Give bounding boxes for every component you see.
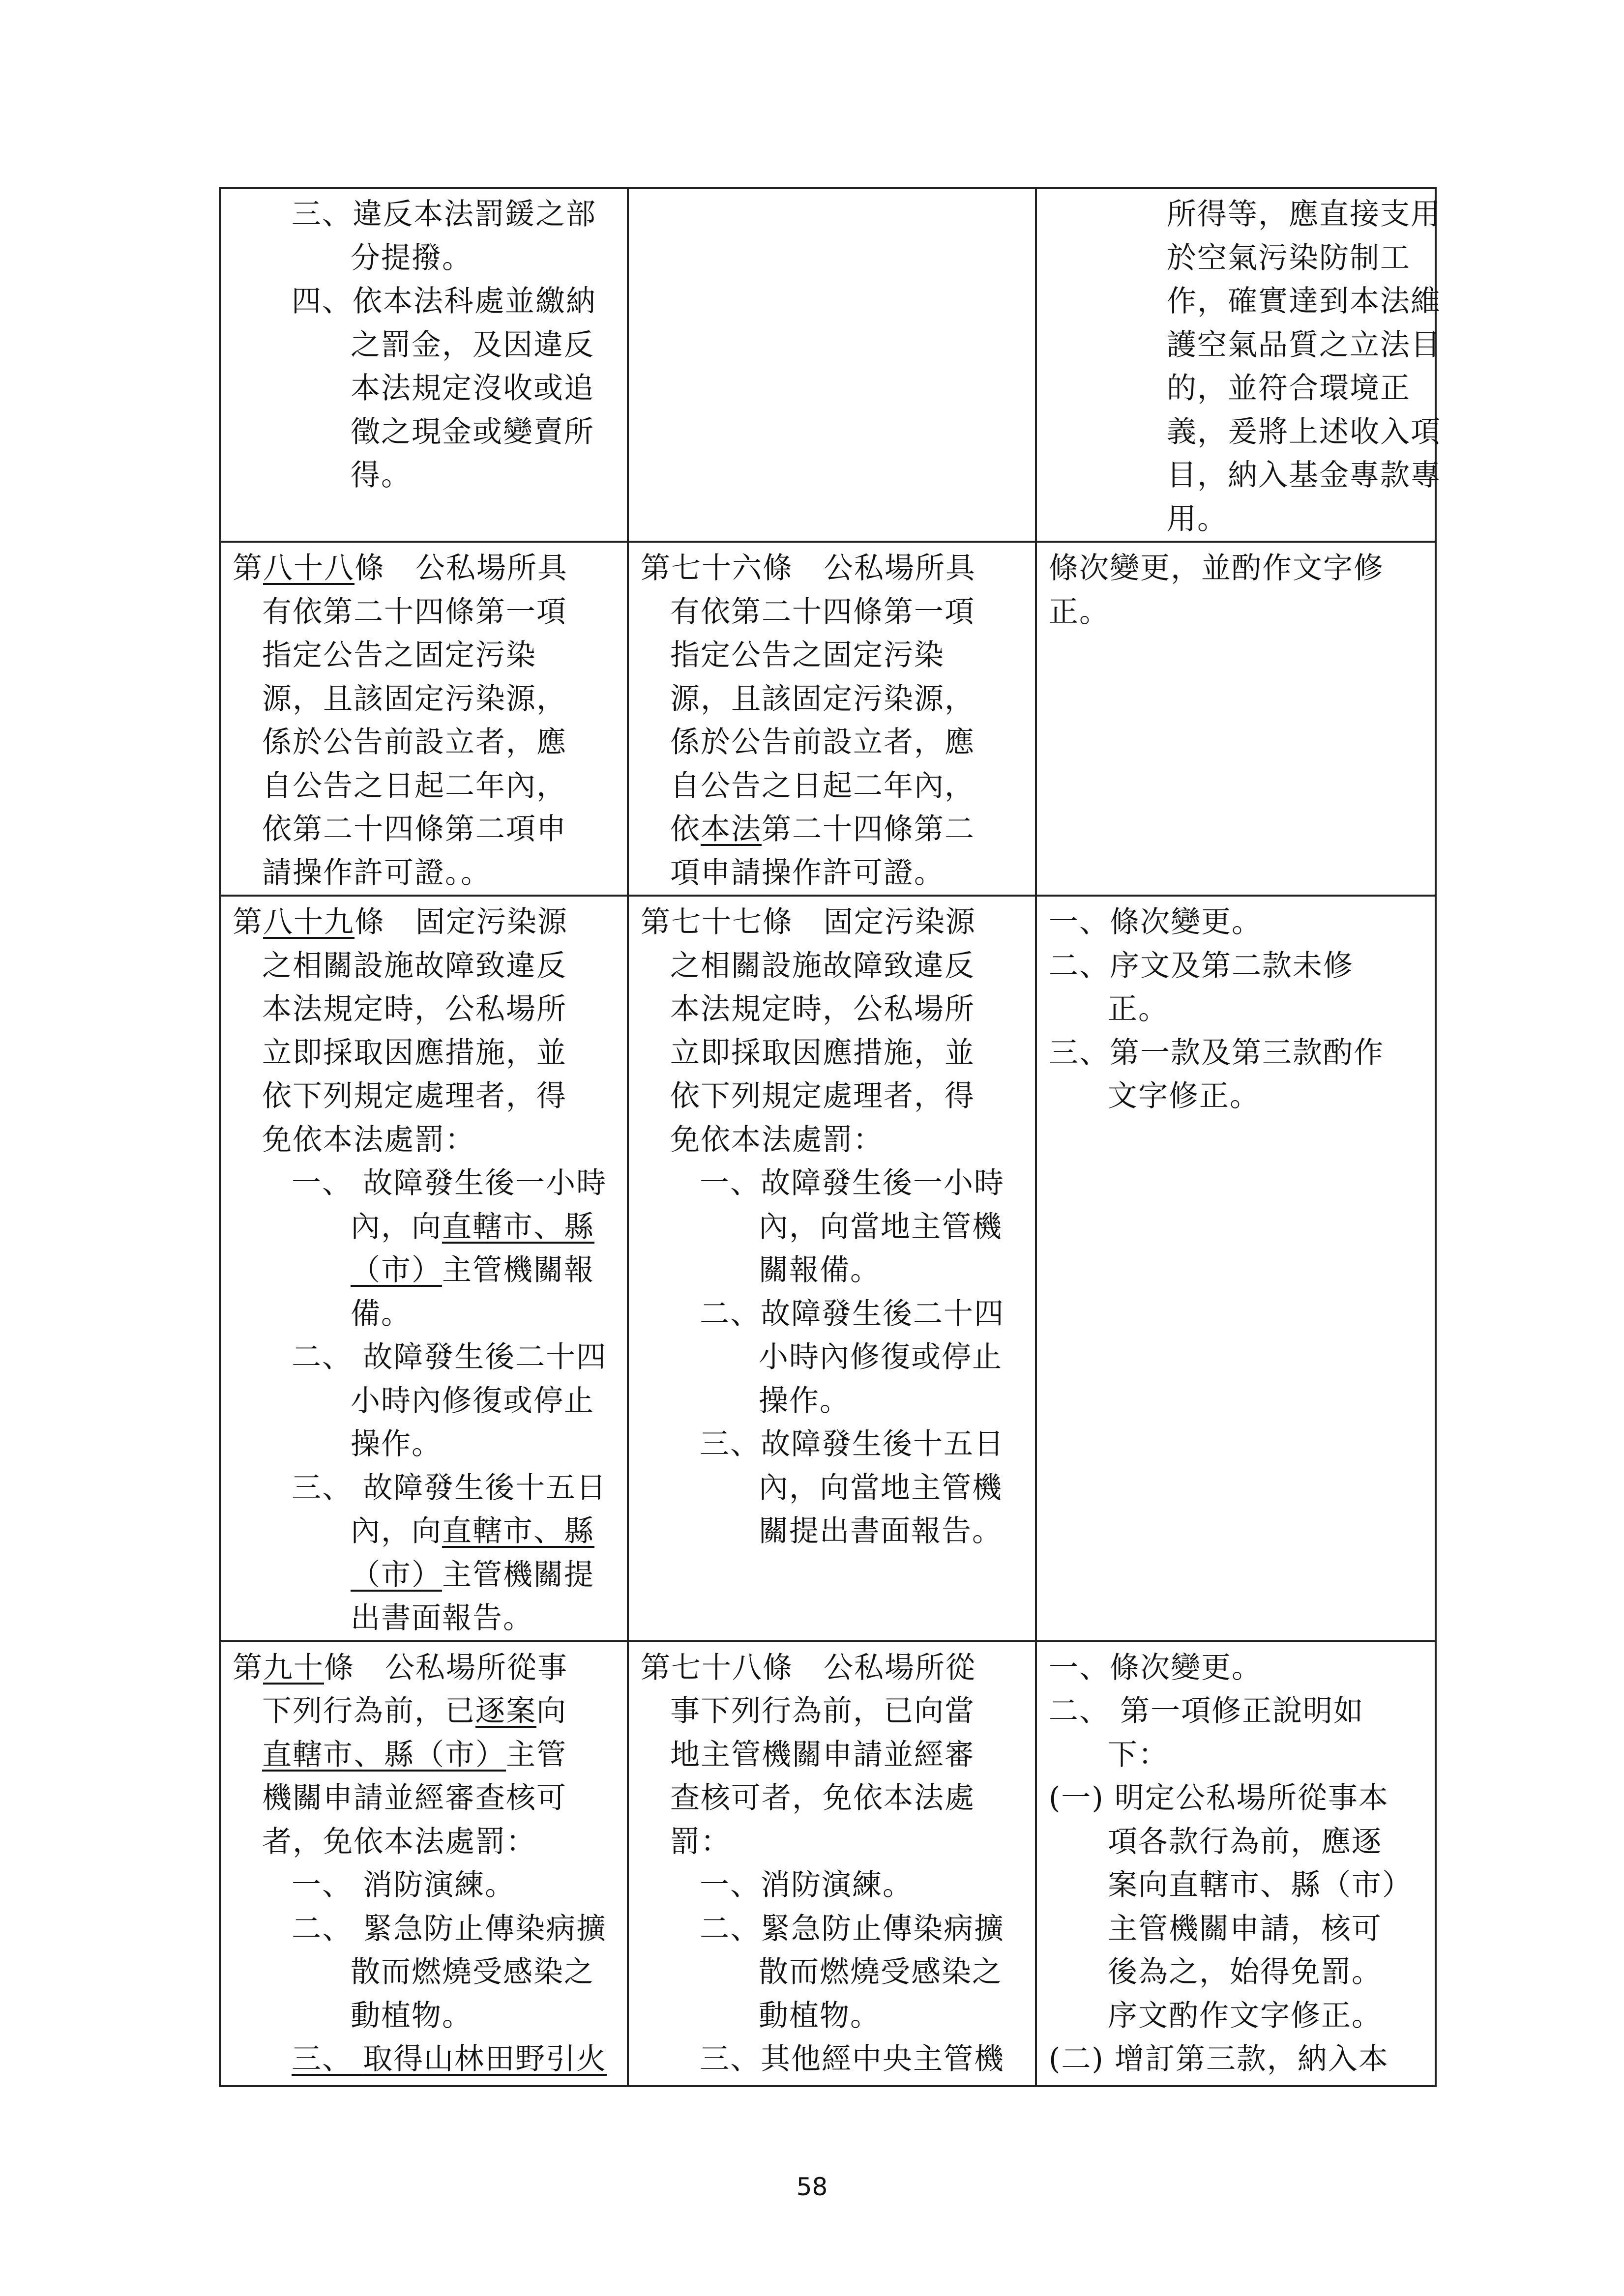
text-segment: 小時內修復或停止 [759,1340,1003,1374]
text-line [233,851,615,895]
text-segment: 立即採取因應措施，並 [262,1035,567,1070]
text-segment: 向 [536,1694,567,1728]
text-segment: 依下列規定處理者，得 [670,1079,975,1113]
text-line [233,280,615,323]
text-segment: 下： [1108,1737,1169,1772]
text-segment: 機關申請並經審查核可 [262,1781,567,1815]
cell-explanation [1036,896,1436,1641]
underlined-text: （市） [351,1253,442,1287]
text-line [641,590,1023,634]
cell-explanation [1036,188,1441,542]
cell-explanation [1036,542,1436,896]
text-segment: 的，並符合環境正 [1167,371,1411,406]
cell-amended-text [220,542,628,896]
text-segment: 二、 緊急防止傳染病擴 [292,1911,607,1946]
text-line [233,1075,615,1118]
text-line [233,1510,615,1553]
text-segment: 條 固定污染源 [354,905,568,939]
text-segment: 四、依本法科處並繳納 [292,284,596,319]
text-segment: 動植物。 [759,1998,881,2033]
text-line [233,677,615,721]
text-line [641,1031,1023,1075]
text-segment: 第 [233,551,263,585]
text-line [233,1379,615,1423]
text-line [641,677,1023,721]
text-segment: 條次變更，並酌作文字修 [1049,551,1384,585]
text-line [1049,1950,1423,1994]
text-segment: 護空氣品質之立法目 [1167,327,1441,362]
text-segment: 文字修正。 [1108,1079,1260,1113]
text-segment: 源，且該固定污染源， [262,681,567,716]
text-segment: 內，向 [351,1514,442,1548]
text-segment: 三、違反本法罰鍰之部 [292,197,596,232]
text-line [641,2037,1023,2081]
underlined-text: 九十 [263,1650,324,1685]
table-body [220,188,1441,2086]
text-line [641,808,1023,851]
text-line [641,1820,1023,1864]
text-line [233,1689,615,1733]
text-segment: 本法規定時，公私場所 [262,992,567,1026]
text-segment: 三、第一款及第三款酌作 [1049,1035,1384,1070]
text-line [641,1466,1023,1510]
cell-amended-text [220,188,628,542]
text-line [641,1292,1023,1336]
text-segment: 源，且該固定污染源， [670,681,975,716]
text-line [233,1597,615,1640]
text-segment: 二、序文及第二款未修 [1049,948,1354,983]
text-line [233,590,615,634]
text-line [1049,1994,1423,2038]
text-segment: (一) 明定公私場所從事本 [1049,1781,1389,1815]
text-segment: 主管 [506,1737,567,1772]
text-segment: 主管機關申請，核可 [1108,1911,1382,1946]
underlined-text: 逐案 [475,1694,536,1728]
text-line [233,634,615,677]
text-line [1049,1776,1423,1820]
text-line [1049,280,1441,323]
text-line [641,547,1023,590]
text-segment: 所得等，應直接支用 [1167,197,1441,232]
text-line [233,1205,615,1249]
text-segment: 地主管機關申請並經審 [670,1737,975,1772]
text-segment: 有依第二十四條第一項 [670,594,975,629]
text-line [233,1336,615,1379]
cell-current-text [628,188,1036,542]
table-row [220,188,1436,542]
underlined-text: 直轄市、縣 [442,1514,594,1548]
text-segment: 免依本法處罰： [262,1122,475,1157]
text-segment: 事下列行為前，已向當 [670,1694,975,1728]
text-line [233,808,615,851]
underlined-text: 本法 [701,812,762,846]
text-segment: 有依第二十四條第一項 [262,594,567,629]
underlined-text: （市） [351,1557,442,1592]
text-segment: 下列行為前，已 [262,1694,475,1728]
text-segment: 第七十七條 固定污染源 [641,905,976,939]
text-line [1049,497,1423,541]
text-segment: 操作。 [351,1427,442,1461]
text-segment: 罰： [670,1824,731,1859]
text-segment: 之相關設施故障致違反 [262,948,567,983]
text-line [641,764,1023,808]
cell-explanation [1036,1641,1436,2086]
text-line [1049,988,1423,1031]
text-segment: 第 [233,1650,263,1685]
text-segment: 用。 [1167,501,1228,536]
text-segment: 二、緊急防止傳染病擴 [700,1911,1004,1946]
text-segment: 依 [670,812,701,846]
text-line [1049,547,1423,590]
text-line [233,1863,615,1907]
text-line [641,901,1023,944]
text-segment: 依第二十四條第二項申 [262,812,567,846]
text-segment: 指定公告之固定污染 [670,638,945,672]
text-segment: 第七十六條 公私場所具 [641,551,976,585]
text-segment: 指定公告之固定污染 [262,638,536,672]
text-line [1049,454,1441,497]
text-line [233,1292,615,1336]
text-segment: 立即採取因應措施，並 [670,1035,975,1070]
text-line [641,1075,1023,1118]
page-number: 58 [796,2173,828,2201]
cell-current-text [628,1641,1036,2086]
text-segment: 一、故障發生後一小時 [700,1166,1004,1200]
text-line [233,1466,615,1510]
text-segment: 一、條次變更。 [1049,905,1262,939]
text-line [641,634,1023,677]
text-line [233,1950,615,1994]
text-segment: 主管機關提 [442,1557,594,1592]
text-line [641,1733,1023,1777]
text-segment: 三、 故障發生後十五日 [292,1470,607,1505]
text-segment: 之相關設施故障致違反 [670,948,975,983]
text-line [1049,1907,1423,1951]
text-segment: 義，爰將上述收入項 [1167,414,1441,449]
text-line [1049,1820,1423,1864]
text-segment: 散而燃燒受感染之 [759,1955,1003,1989]
text-line [1049,1863,1423,1907]
text-segment: 備。 [351,1296,412,1331]
text-line [641,1950,1023,1994]
text-line [641,1336,1023,1379]
table-row [220,1641,1436,2086]
text-line [641,1689,1023,1733]
text-segment: 小時內修復或停止 [351,1383,594,1418]
text-line [233,367,615,410]
text-line [233,1776,615,1820]
text-line [1049,1733,1423,1777]
text-line [1049,944,1423,988]
text-line [233,1423,615,1466]
text-segment: 自公告之日起二年內， [262,768,567,803]
underlined-text: 直轄市、縣 [442,1209,594,1244]
text-segment: 正。 [1108,992,1169,1026]
text-line [233,236,615,280]
text-line [641,1118,1023,1162]
cell-amended-text [220,1641,628,2086]
text-segment: 分提撥。 [351,240,472,275]
text-segment: 係於公告前設立者，應 [670,725,975,759]
text-line [233,1907,615,1951]
text-segment: 操作。 [759,1383,850,1418]
text-line [1049,367,1423,410]
underlined-text: 八十九 [263,905,354,939]
text-segment: 者，免依本法處罰： [262,1824,536,1859]
text-line [1049,590,1423,634]
text-line [233,410,615,454]
text-line [1049,193,1441,236]
text-line [233,988,615,1031]
text-line [641,1423,1023,1466]
text-segment: 目，納入基金專款專 [1167,458,1441,493]
text-segment: 三、故障發生後十五日 [700,1427,1004,1461]
text-segment: 內，向當地主管機 [759,1470,1003,1505]
text-segment: 一、 故障發生後一小時 [292,1166,607,1200]
comparison-table [219,187,1441,2087]
text-segment: 關報備。 [759,1253,881,1287]
text-segment: 一、條次變更。 [1049,1650,1262,1685]
text-segment: 得。 [351,458,412,493]
text-line [1049,410,1441,454]
text-segment: 序文酌作文字修正。 [1108,1998,1382,2033]
text-segment: 後為之，始得免罰。 [1108,1955,1382,1989]
text-line [1049,236,1423,280]
text-segment: 案向直轄市、縣（市） [1108,1868,1413,1902]
text-segment: 條 公私場所具 [354,551,568,585]
text-line [641,1510,1023,1553]
table-row [220,896,1436,1641]
text-line [641,1249,1023,1292]
text-line [233,1646,615,1690]
text-segment: 第 [233,905,263,939]
text-segment: 之罰金，及因違反 [351,327,594,362]
text-line [641,1646,1023,1690]
text-segment: 請操作許可證。。 [262,855,491,890]
text-segment: 關提出書面報告。 [759,1514,1003,1548]
text-line [233,1162,615,1205]
text-segment: 二、故障發生後二十四 [700,1296,1004,1331]
text-segment: 第七十八條 公私場所從 [641,1650,976,1685]
cell-amended-text [220,896,628,1641]
text-segment: 散而燃燒受感染之 [351,1955,594,1989]
text-segment: 查核可者，免依本法處 [670,1781,975,1815]
text-segment: 於空氣污染防制工 [1167,240,1411,275]
text-segment: 二、 故障發生後二十四 [292,1340,607,1374]
text-segment: 係於公告前設立者，應 [262,725,567,759]
cell-current-text [628,896,1036,1641]
text-line [233,721,615,764]
text-line [233,454,615,497]
text-segment: 自公告之日起二年內， [670,768,975,803]
text-segment: 項申請操作許可證。 [670,855,945,890]
text-line [641,1776,1023,1820]
text-line [1049,2037,1423,2081]
text-line [233,547,615,590]
text-line [233,1733,615,1777]
text-line [233,901,615,944]
text-line [233,193,615,236]
text-line [641,721,1023,764]
text-line [641,944,1023,988]
text-line [641,988,1023,1031]
text-segment: 本法規定時，公私場所 [670,992,975,1026]
text-line [641,1205,1023,1249]
text-segment: 本法規定沒收或追 [351,371,594,406]
underlined-text: 八十八 [263,551,354,585]
text-segment: (二) 增訂第三款，納入本 [1049,2042,1389,2076]
text-segment: 徵之現金或變賣所 [351,414,594,449]
text-segment: 條 公私場所從事 [324,1650,568,1685]
text-segment: 內，向 [351,1209,442,1244]
text-segment: 一、消防演練。 [700,1868,913,1902]
cell-current-text [628,542,1036,896]
text-segment: 一、 消防演練。 [292,1868,516,1902]
text-line [1049,1031,1423,1075]
text-segment: 動植物。 [351,1998,472,2033]
text-segment: 正。 [1049,594,1110,629]
text-segment: 出書面報告。 [351,1601,533,1635]
text-segment: 二、 第一項修正說明如 [1049,1694,1364,1728]
text-line [1049,1646,1423,1690]
text-line [641,1162,1023,1205]
text-segment: 項各款行為前，應逐 [1108,1824,1382,1859]
text-line [233,1031,615,1075]
text-line [233,2037,615,2081]
text-line [233,1994,615,2038]
text-segment: 主管機關報 [442,1253,594,1287]
text-line [233,323,615,367]
text-segment: 內，向當地主管機 [759,1209,1003,1244]
text-segment: 免依本法處罰： [670,1122,884,1157]
text-line [1049,901,1423,944]
underlined-text: 三、 [292,2042,363,2076]
text-line [641,851,1023,895]
text-line [233,1820,615,1864]
underlined-text: 直轄市、縣（市） [262,1737,506,1772]
text-segment: 三、其他經中央主管機 [700,2042,1004,2076]
text-line [1049,1689,1423,1733]
text-line [641,1379,1023,1423]
text-line [641,1994,1023,2038]
text-line [233,1118,615,1162]
underlined-text: 取得山林田野引火 [363,2042,607,2076]
table-row [220,542,1436,896]
text-line [233,764,615,808]
text-segment: 作，確實達到本法維 [1167,284,1441,319]
text-line [641,1907,1023,1951]
text-line [233,1553,615,1597]
text-line [233,1249,615,1292]
text-segment: 依下列規定處理者，得 [262,1079,567,1113]
text-segment: 第二十四條第二 [762,812,975,846]
text-line [233,944,615,988]
text-line [1049,1075,1423,1118]
text-line [1049,323,1441,367]
text-line [641,1863,1023,1907]
